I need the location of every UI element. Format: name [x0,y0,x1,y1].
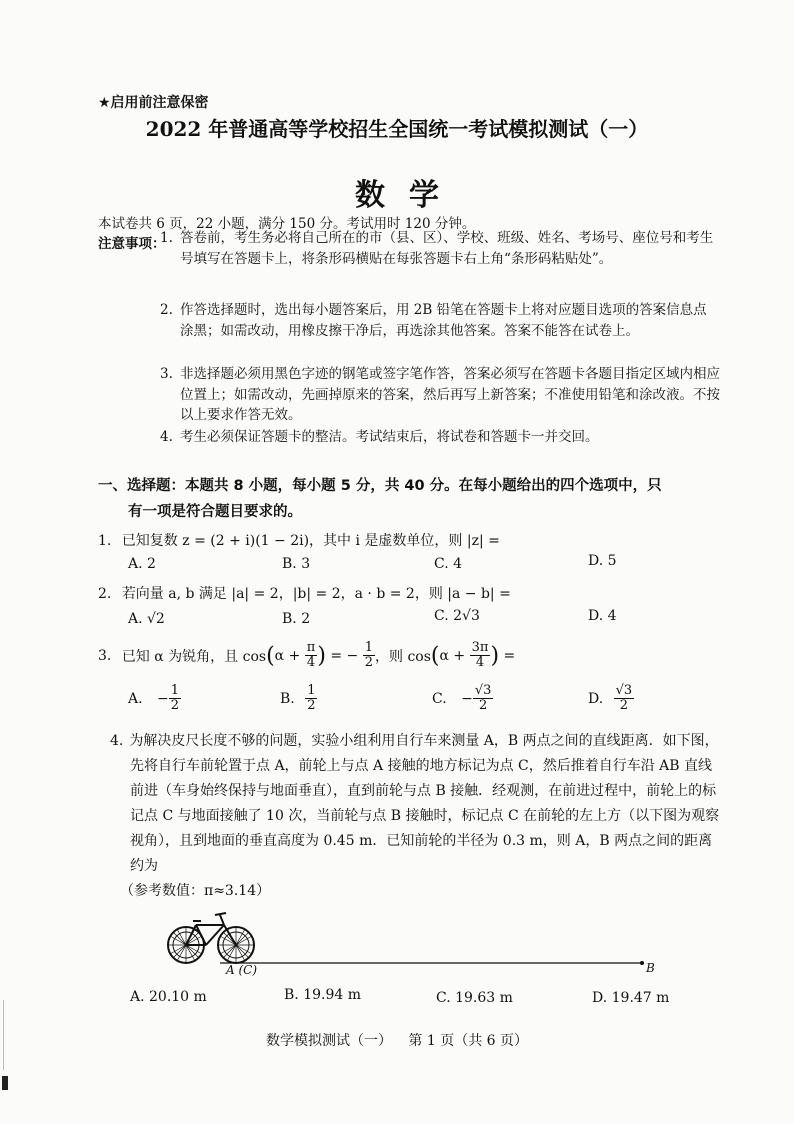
value-numerator: 1 [364,640,374,655]
option-sign: − [157,690,169,707]
q4-option-a[interactable]: A. 20.10 m [130,989,207,1005]
scan-margin-line [3,1000,4,1070]
exam-title: 2022 年普通高等学校招生全国统一考试模拟测试（一） [145,117,649,141]
section-line-1: 一、选择题：本题共 8 小题，每小题 5 分，共 40 分。在每小题给出的四个选项中，只 [98,478,662,494]
question-text-tail: ，则 cos [375,648,431,665]
note-number: 3. [160,366,173,382]
q3-option-a[interactable] [128,684,181,714]
question-3-stem [98,641,515,671]
note-text: 考生必须保证答题卡的整洁。考试结束后，将试卷和答题卡一并交回。 [180,429,599,445]
option-numerator: √3 [615,683,633,698]
option-fraction [169,684,181,714]
q2-option-b[interactable]: B. 2 [282,611,311,627]
q3-option-d[interactable] [588,684,634,714]
option-fraction [305,684,317,714]
note-number: 2. [160,302,173,318]
arg1-prefix: α + [274,647,301,664]
section-heading [98,473,726,525]
question-4-body [98,729,726,879]
arg1-fraction [305,641,318,671]
arg2-numerator: 3π [471,640,489,655]
q3-option-b[interactable] [280,684,317,714]
option-fraction [473,684,494,714]
q3-option-c[interactable] [432,684,493,714]
paren-open: ( [266,643,275,669]
q1-option-b[interactable]: B. 3 [282,556,311,572]
footer-exam-name: 数学模拟测试（一） [265,1033,392,1049]
q2-option-c[interactable]: C. 2√3 [434,608,480,624]
option-denominator: 2 [170,698,180,714]
paren-close: ) [490,643,500,669]
equals-sign: = − [330,647,359,664]
note-number: 1. [160,230,173,246]
reference-value: （参考数值：π≈3.14） [120,883,271,899]
option-sign: − [461,690,473,707]
q4-option-c[interactable]: C. 19.63 m [436,990,513,1006]
q1-option-c[interactable]: C. 4 [434,556,463,572]
note-text: 答卷前，考生务必将自己所在的市（县、区）、学校、班级、姓名、考场号、座位号和考生号填写在答题卡上，将条形码横贴在每张答题卡右上角“条形码粘贴处”。 [180,230,714,267]
arg2-prefix: α + [439,647,466,664]
section-line-2: 有一项是符合题目要求的。 [128,504,302,520]
point-b-marker [640,961,644,965]
note-1 [160,228,720,269]
option-denominator: 2 [479,698,488,714]
option-label: D. [588,690,604,707]
question-number: 2. [98,586,112,602]
exam-info: 本试卷共 6 页，22 小题，满分 150 分。考试用时 120 分钟。 [98,216,476,232]
q1-option-d[interactable]: D. 5 [588,553,617,569]
q1-option-a[interactable]: A. 2 [128,556,156,572]
option-fraction [614,684,635,714]
arg1-denominator: 4 [306,655,316,671]
question-4 [98,729,726,904]
notes-label: 注意事项： [98,236,166,252]
q2-option-d[interactable]: D. 4 [588,608,617,624]
option-numerator: 1 [307,683,316,698]
question-text: 为解决皮尺长度不够的问题，实验小组利用自行车来测量 A，B 两点之间的直线距离．如下图，先将自行车前轮置于点 A，前轮上与点 A 接触的地方标记为点 C，然后推着自行车沿 AB 直线前进（车身始终保持与地面垂直），直到前轮与点 B 接触．经观测，在前进过程中，前轮上的标记点 C 与地面接触了 10 次，当前轮与点 B 接触时，标记点 C 在前轮的左上方（以下图为观察视角），且到地面的垂直高度为 0.45 m．已知前轮的半径为 0.3 m，则 A，B 两点之间的距离约为 [129,733,720,874]
page-footer [0,1030,794,1050]
q4-option-b[interactable]: B. 19.94 m [284,987,361,1003]
note-3 [160,364,720,426]
question-text: 已知 α 为锐角，且 cos [121,648,267,665]
arg2-fraction [470,641,491,671]
point-a-label: A (C) [226,963,258,977]
subject-title: 数学 [355,178,463,213]
q2-option-a[interactable]: A. √2 [128,611,165,627]
question-text: 若向量 a, b 满足 |a| = 2，|b| = 2，a · b = 2，则 |a − b| = [121,586,511,602]
option-label: B. [280,690,295,707]
scan-margin-mark [2,1076,8,1090]
note-text: 作答选择题时，选出每小题答案后，用 2B 铅笔在答题卡上将对应题目选项的答案信息点涂黑；如需改动，用橡皮擦干净后，再选涂其他答案。答案不能答在试卷上。 [180,302,707,339]
question-text: 已知复数 z = (2 + i)(1 − 2i)，其中 i 是虚数单位，则 |z| = [121,533,500,549]
option-label: C. [432,690,447,707]
question-number: 3. [98,647,112,664]
note-text: 非选择题必须用黑色字迹的钢笔或签字笔作答，答案必须写在答题卡各题目指定区域内相应位置上；如需改动，先画掉原来的答案，然后再写上新答案；不准使用铅笔和涂改液。不按以上要求作答无效。 [180,366,720,423]
note-2 [160,300,720,341]
question-number: 1. [98,533,112,549]
equals-tail: = [503,647,516,664]
paren-open: ( [430,643,440,669]
option-numerator: √3 [474,683,492,698]
value-denominator: 2 [364,655,374,671]
option-denominator: 2 [307,698,316,714]
option-label: A. [128,690,143,707]
arg1-numerator: π [306,640,316,655]
bicycle-icon [168,913,254,963]
q4-option-d[interactable]: D. 19.47 m [592,990,670,1006]
question-1-stem [98,530,500,550]
question-number: 4. [110,733,124,749]
option-denominator: 2 [619,698,629,714]
question-2-stem [98,583,511,603]
option-numerator: 1 [170,683,180,698]
bicycle-diagram [160,905,660,970]
point-b-label: B [646,961,655,975]
confidential-notice: ★启用前注意保密 [98,95,209,111]
note-4 [160,427,720,448]
footer-page-number: 第 1 页（共 6 页） [408,1033,529,1049]
paren-close: ) [317,643,326,669]
value-fraction [363,641,375,671]
note-number: 4. [160,429,173,445]
arg2-denominator: 4 [475,655,485,671]
